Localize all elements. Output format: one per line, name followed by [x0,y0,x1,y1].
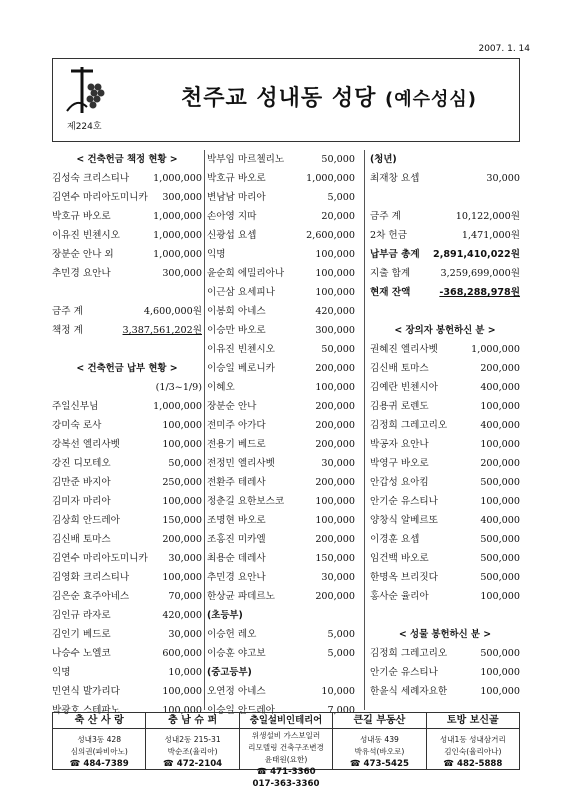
donor-name: 안기순 유스티나 [370,496,438,507]
donation-row [370,454,520,473]
donor-name: 강미숙 로사 [52,420,102,431]
sum-label: 책정 계 [52,325,83,336]
donation-row [370,663,520,682]
balance-label: 현재 잔액 [370,287,411,298]
donation-row [207,492,355,511]
donor-name: 나승수 노엘코 [52,648,111,659]
donation-amount: 100,000 [480,401,520,412]
donation-row [207,169,355,188]
donation-row [370,644,520,663]
donor-name: 이승훈 야고보 [207,648,266,659]
donor-name: 강진 디모테오 [52,458,111,469]
donation-row [52,511,202,530]
total-label: 금주 계 [52,306,83,317]
donor-name: 안갑성 요아킴 [370,477,429,488]
donation-amount: 5,000 [327,629,355,640]
donation-amount: 7,000 [327,705,355,716]
donor-name: 주일신부님 [52,401,99,412]
donation-row [370,682,520,701]
donor-name: 김신배 토마스 [370,363,429,374]
donor-name: 김인기 베드로 [52,629,111,640]
donor-name: 김은순 효주아네스 [52,591,130,602]
sponsor-phone: ☎ 471-3360 [256,767,316,777]
donation-row [207,283,355,302]
sponsor-phone: ☎ 472-2104 [163,759,223,769]
second-collection-label: 2차 헌금 [370,230,407,241]
donation-amount: 100,000 [315,496,355,507]
donation-row [52,606,202,625]
donation-row [207,549,355,568]
donation-amount: 50,000 [321,154,355,165]
donor-name: 조홍진 미카엘 [207,534,266,545]
period-note: (1/3~1/9) [155,382,202,393]
donor-name: 권혜진 엘리사벳 [370,344,438,355]
sponsor-name: 충일설비인테리어 [240,713,332,729]
donor-name: 변남남 마리아 [207,192,266,203]
donation-row [207,682,355,701]
sponsor-name: 큰길 부동산 [333,713,425,729]
donor-name: 홍사순 율리아 [370,591,429,602]
sponsor-ad [333,713,426,769]
donor-name: 김연수 마리아도미니카 [52,192,148,203]
sponsor-phone: ☎ 482-5888 [443,759,503,769]
donation-amount: 400,000 [480,382,520,393]
donation-amount: 500,000 [480,477,520,488]
donor-name: 박영구 바오로 [370,458,429,469]
donation-amount: 30,000 [486,173,520,184]
donation-row [207,378,355,397]
sponsor-detail: 박유석(바오로) [354,747,405,756]
donation-amount: 100,000 [162,439,202,450]
donation-row [370,473,520,492]
donation-row [370,511,520,530]
sponsor-ad [427,713,519,769]
donation-row [207,302,355,321]
paid-total-row [370,245,520,264]
donation-row [52,473,202,492]
donation-amount: 200,000 [315,401,355,412]
donation-amount: 420,000 [162,610,202,621]
donation-amount: 400,000 [480,420,520,431]
donor-name: 김정희 그레고리오 [370,648,448,659]
donation-amount: 30,000 [168,553,202,564]
donation-amount: 20,000 [321,211,355,222]
donation-amount: 200,000 [480,363,520,374]
page-title [181,81,477,112]
donation-amount: 1,000,000 [153,173,202,184]
donation-row [207,226,355,245]
donor-name: 전미주 아가다 [207,420,266,431]
donation-amount: 30,000 [168,629,202,640]
donation-amount: 100,000 [315,287,355,298]
donation-row [52,226,202,245]
donation-row [207,530,355,549]
donor-name: 김영화 크리스티나 [52,572,130,583]
donor-name: 박광호 스테파노 [52,705,120,716]
donor-name: 익명 [207,249,226,260]
donor-name: 손아영 지따 [207,211,257,222]
week-total-row [370,207,520,226]
donor-name: 김만준 바지아 [52,477,111,488]
donation-row [52,169,202,188]
donation-amount: 1,000,000 [153,230,202,241]
donation-amount: 1,000,000 [153,249,202,260]
subsection-title: (초등부) [207,610,243,621]
sum-value: 3,387,561,202원 [122,325,202,336]
donation-amount: 100,000 [315,268,355,279]
title-main: 천주교 성내동 성당 [181,86,377,111]
donor-name: 이봉희 아네스 [207,306,266,317]
donor-name: 신광섭 요셉 [207,230,257,241]
donor-name: 오연정 아네스 [207,686,266,697]
donation-row [207,340,355,359]
donation-amount: 100,000 [480,667,520,678]
donation-amount: 1,000,000 [153,211,202,222]
donation-amount: 300,000 [162,192,202,203]
donation-row [207,435,355,454]
donor-name: 김용귀 로렌도 [370,401,429,412]
donation-row [370,435,520,454]
donation-row [52,454,202,473]
sponsor-detail: 성내2동 215-31 [164,735,221,744]
donation-row [207,416,355,435]
donation-amount: 600,000 [162,648,202,659]
donation-row [52,435,202,454]
donation-amount: 150,000 [315,553,355,564]
donation-amount: 10,000 [321,686,355,697]
donor-name: 김예란 빈첸시아 [370,382,438,393]
donation-row [52,397,202,416]
donor-name: 전정민 엘리사벳 [207,458,275,469]
sponsor-phone: ☎ 473-5425 [349,759,409,769]
donation-row [52,549,202,568]
sponsor-ad [240,713,333,789]
spend-total-label: 지출 합계 [370,268,411,279]
week-total-label: 금주 계 [370,211,401,222]
donation-row [207,473,355,492]
donation-row [207,264,355,283]
donation-amount: 100,000 [315,515,355,526]
donor-name: 안기순 유스티나 [370,667,438,678]
sponsor-detail: 성내동 439 [359,735,399,744]
donation-row [52,644,202,663]
donor-name: 이승일 베로니카 [207,363,275,374]
donation-amount: 100,000 [162,420,202,431]
content-area [52,150,520,716]
donation-amount: 100,000 [162,572,202,583]
sponsor-detail: 윤태원(요한) [264,755,308,764]
balance-value: -368,288,978원 [439,287,520,298]
donation-amount: 100,000 [480,439,520,450]
donation-amount: 10,000 [168,667,202,678]
donation-amount: 200,000 [315,439,355,450]
donation-amount: 200,000 [480,458,520,469]
paid-total-value: 2,891,410,022원 [433,249,520,260]
balance-row [370,283,520,302]
sum-row [52,321,202,340]
subsection-title: (중고등부) [207,667,252,678]
title-sub: (예수성심) [385,89,478,110]
donation-row [207,321,355,340]
total-value: 4,600,000원 [143,306,202,317]
section-title: < 성물 봉헌하신 분 > [398,629,492,640]
donation-amount: 100,000 [480,686,520,697]
sponsor-ads [52,712,520,789]
donation-row [370,530,520,549]
sponsor-name: 충 남 슈 퍼 [146,713,238,729]
donor-name: 장분순 안나 외 [52,249,114,260]
donor-name: 장분순 안나 [207,401,257,412]
donation-row [52,682,202,701]
donation-row [370,397,520,416]
issue-number: 제224호 [67,122,102,132]
sponsor-name: 축 산 사 랑 [53,713,145,729]
donor-name: 최용순 데레사 [207,553,266,564]
donation-amount: 100,000 [315,249,355,260]
donation-row [52,416,202,435]
donation-row [207,359,355,378]
donor-name: 이승일 안드레아 [207,705,275,716]
donor-name: 김신배 토마스 [52,534,111,545]
second-collection-row [370,226,520,245]
sponsor-detail: 박순조(율리아) [167,747,218,756]
donor-name: 김미자 마리아 [52,496,111,507]
donation-amount: 300,000 [315,325,355,336]
column-divider [364,150,365,710]
donation-amount: 200,000 [315,534,355,545]
donation-row [207,625,355,644]
donation-row [370,492,520,511]
donation-amount: 500,000 [480,648,520,659]
section-title: < 건축헌금 납부 현황 > [76,363,178,374]
donation-amount: 100,000 [480,591,520,602]
donation-amount: 1,000,000 [306,173,355,184]
donation-amount: 200,000 [315,420,355,431]
donor-name: 양창식 알베르또 [370,515,438,526]
donor-name: 이유진 빈첸시오 [207,344,275,355]
donation-row [52,663,202,682]
donor-name: 박호규 바오로 [52,211,111,222]
donation-amount: 50,000 [168,458,202,469]
donation-amount: 500,000 [480,553,520,564]
donation-row [207,454,355,473]
donation-amount: 1,000,000 [153,401,202,412]
donation-row [52,492,202,511]
donor-name: 익명 [52,667,71,678]
donation-row [207,188,355,207]
donor-name: 정춘길 요한보스코 [207,496,285,507]
sponsor-mobile: 017-363-3360 [252,779,320,789]
donation-row [370,549,520,568]
section-title: < 장의자 봉헌하신 분 > [394,325,496,336]
donor-name: 이승헌 레오 [207,629,257,640]
donation-row [207,568,355,587]
donor-name: 윤순희 에밀리아나 [207,268,285,279]
donation-row [207,150,355,169]
donor-name: 추민경 요안나 [207,572,266,583]
donor-name: 박호규 바오로 [207,173,266,184]
donor-name: 조명현 바오로 [207,515,266,526]
sponsor-detail: 리모델링 건축구조변경 [248,743,324,752]
donation-row [52,587,202,606]
donation-row [370,568,520,587]
donor-name: 최재창 요셉 [370,173,420,184]
donation-row [52,625,202,644]
spend-total-row [370,264,520,283]
sponsor-ad [53,713,146,769]
donation-row [370,378,520,397]
donation-row [370,416,520,435]
donation-amount: 200,000 [315,477,355,488]
sponsor-detail: 김인숙(율리아나) [444,747,502,756]
donor-name: 김정희 그레고리오 [370,420,448,431]
sponsor-detail: 위생설비 가스보일러 [251,731,321,740]
donation-amount: 200,000 [315,591,355,602]
donor-name: 김성숙 크리스티나 [52,173,130,184]
column-2 [207,150,355,720]
donation-row [52,530,202,549]
donation-amount: 100,000 [315,382,355,393]
donation-amount: 250,000 [162,477,202,488]
donor-name: 민연식 발가리다 [52,686,120,697]
bulletin-date: 2007. 1. 14 [478,44,530,54]
donor-name: 전용기 베드로 [207,439,266,450]
donation-row [370,340,520,359]
donation-row [207,207,355,226]
sponsor-ad [146,713,239,769]
donation-amount: 200,000 [162,534,202,545]
section-title: < 건축헌금 책정 현황 > [76,154,178,165]
donation-amount: 100,000 [162,686,202,697]
donation-amount: 50,000 [321,344,355,355]
donation-amount: 5,000 [327,648,355,659]
donation-row [52,568,202,587]
paid-total-label: 납부금 총계 [370,249,420,260]
sponsor-detail: 성내3동 428 [77,735,122,744]
donation-row [370,169,520,188]
donation-row [207,397,355,416]
donation-amount: 2,600,000 [306,230,355,241]
donor-name: 이경훈 요셉 [370,534,420,545]
column-1 [52,150,202,720]
bulletin-header [52,58,520,142]
sponsor-detail: 심의권(파비아노) [70,747,128,756]
donation-amount: 70,000 [168,591,202,602]
donor-name: 임건백 바오로 [370,553,429,564]
donor-name: 한윤식 세례자요한 [370,686,448,697]
sponsor-detail: 성내1동 성내삼거리 [439,735,506,744]
donation-row [52,245,202,264]
donation-amount: 150,000 [162,515,202,526]
donor-name: 이혜오 [207,382,235,393]
donor-name: 이근삼 요세피나 [207,287,275,298]
donation-row [370,587,520,606]
church-logo-icon [63,67,111,117]
donation-row [52,188,202,207]
donation-amount: 100,000 [162,705,202,716]
donation-row [370,359,520,378]
donation-amount: 500,000 [480,534,520,545]
week-total-value: 10,122,000원 [455,211,520,222]
donor-name: 이유진 빈첸시오 [52,230,120,241]
second-collection-value: 1,471,000원 [461,230,520,241]
donation-row [52,264,202,283]
donor-name: 이승만 바오로 [207,325,266,336]
spend-total-value: 3,259,699,000원 [440,268,520,279]
donor-name: 추민경 요안나 [52,268,111,279]
donation-amount: 5,000 [327,192,355,203]
donation-amount: 30,000 [321,458,355,469]
donation-amount: 300,000 [162,268,202,279]
donation-amount: 200,000 [315,363,355,374]
donor-name: 김상희 안드레아 [52,515,120,526]
donor-name: 한명옥 브리짓다 [370,572,438,583]
column-3 [370,150,520,701]
subsection-title: (청년) [370,154,397,165]
donation-amount: 100,000 [162,496,202,507]
donor-name: 박부임 마르첼리노 [207,154,285,165]
donation-amount: 420,000 [315,306,355,317]
donor-name: 김연수 마리아도미니카 [52,553,148,564]
sponsor-phone: ☎ 484-7389 [69,759,129,769]
donation-amount: 400,000 [480,515,520,526]
donation-amount: 1,000,000 [471,344,520,355]
donor-name: 김인규 라자로 [52,610,111,621]
donor-name: 한상균 파데르노 [207,591,275,602]
donor-name: 박공자 요안나 [370,439,429,450]
donation-amount: 500,000 [480,572,520,583]
sponsor-name: 토방 보신골 [427,713,519,729]
column-divider [204,150,205,710]
donor-name: 강복선 엘리사벳 [52,439,120,450]
donation-amount: 30,000 [321,572,355,583]
donor-name: 전환주 테레사 [207,477,266,488]
donation-row [207,644,355,663]
donation-row [52,207,202,226]
donation-row [207,511,355,530]
donation-row [207,587,355,606]
donation-row [207,245,355,264]
total-row [52,302,202,321]
donation-amount: 100,000 [480,496,520,507]
